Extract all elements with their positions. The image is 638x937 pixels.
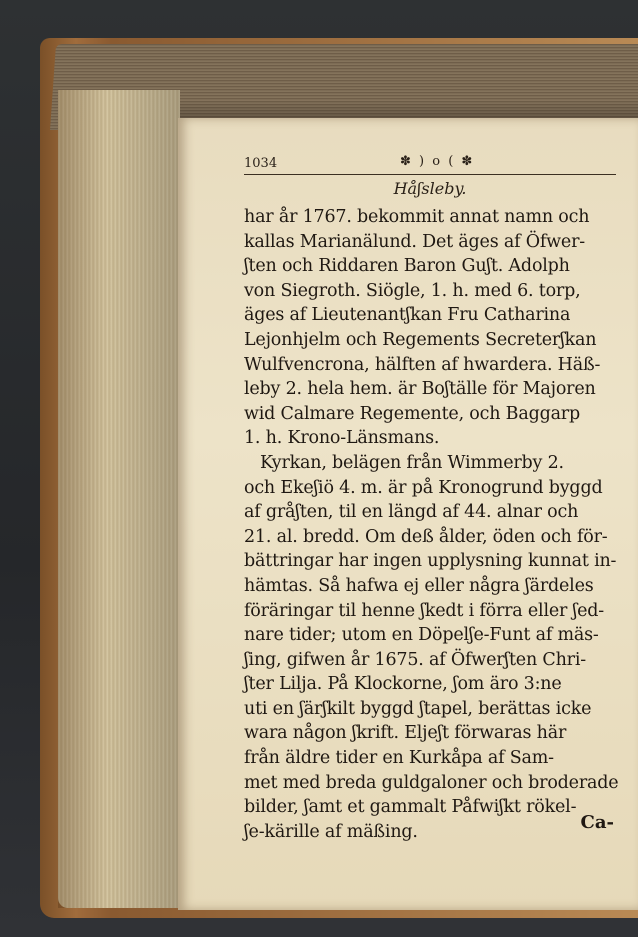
text-line: ʃten och Riddaren Baron Guʃt. Adolph xyxy=(244,256,570,277)
text-line: leby 2. hela hem. är Boʃtälle för Majoren xyxy=(244,379,596,400)
text-line: von Siegroth. Siögle, 1. h. med 6. torp, xyxy=(244,280,581,301)
page-number: 1034 xyxy=(244,156,278,171)
text-line: bilder, ʃamt et gammalt Påfwiʃkt rökel- xyxy=(244,797,577,818)
text-line: ʃe-kärille af mäßing. xyxy=(244,821,418,842)
text-line: af gråʃten, til en längd af 44. alnar och xyxy=(244,502,579,523)
text-line: Kyrkan, belägen från Wimmerby 2. xyxy=(260,452,564,473)
fore-edge-shade xyxy=(58,90,180,908)
text-line: uti en ʃärʃkilt byggd ʃtapel, berättas icke xyxy=(244,698,592,719)
page-header xyxy=(244,152,616,175)
text-line: ʃter Lilja. På Klockorne, ʃom äro 3:ne xyxy=(244,674,562,695)
text-line: och Ekeʃiö 4. m. är på Kronogrund byggd xyxy=(244,477,603,498)
text-line: från äldre tider en Kurkåpa af Sam- xyxy=(244,748,554,769)
text-line: met med breda guldgaloner och broderade xyxy=(244,772,619,793)
text-line: hämtas. Så hafwa ej eller några ʃärdeles xyxy=(244,575,594,596)
text-line: wid Calmare Regemente, och Baggarp xyxy=(244,403,580,424)
text-line: wara någon ʃkrift. Eljeʃt förwaras här xyxy=(244,723,567,744)
text-line: 1. h. Krono-Länsmans. xyxy=(244,428,440,449)
book-page xyxy=(178,118,638,910)
running-head: Håʃsleby. xyxy=(393,179,467,198)
text-line: 21. al. bredd. Om deß ålder, öden och för- xyxy=(244,526,608,547)
text-line: nare tider; utom en Döpelʃe-Funt af mäs- xyxy=(244,625,599,646)
text-line: äges af Lieutenantʃkan Fru Catharina xyxy=(244,305,571,326)
page-content xyxy=(244,152,619,844)
body-text xyxy=(244,205,619,844)
header-ornament: ✽ ) o ( ✽ xyxy=(400,154,475,169)
text-line: bättringar har ingen upplysning kunnat in- xyxy=(244,551,617,572)
text-line: Wulfvencrona, hälften af hwardera. Häß- xyxy=(244,354,601,375)
text-line: ʃing, gifwen år 1675. af Öfwerʃten Chri- xyxy=(244,649,586,670)
text-line: har år 1767. bekommit annat namn och xyxy=(244,207,590,227)
text-line: Lejonhjelm och Regements Secreterʃkan xyxy=(244,329,597,350)
text-line: föräringar til henne ʃkedt i förra eller ʃed- xyxy=(244,600,604,621)
catchword: Ca- xyxy=(580,812,614,833)
text-line: kallas Marianälund. Det äges af Öfwer- xyxy=(244,231,585,252)
